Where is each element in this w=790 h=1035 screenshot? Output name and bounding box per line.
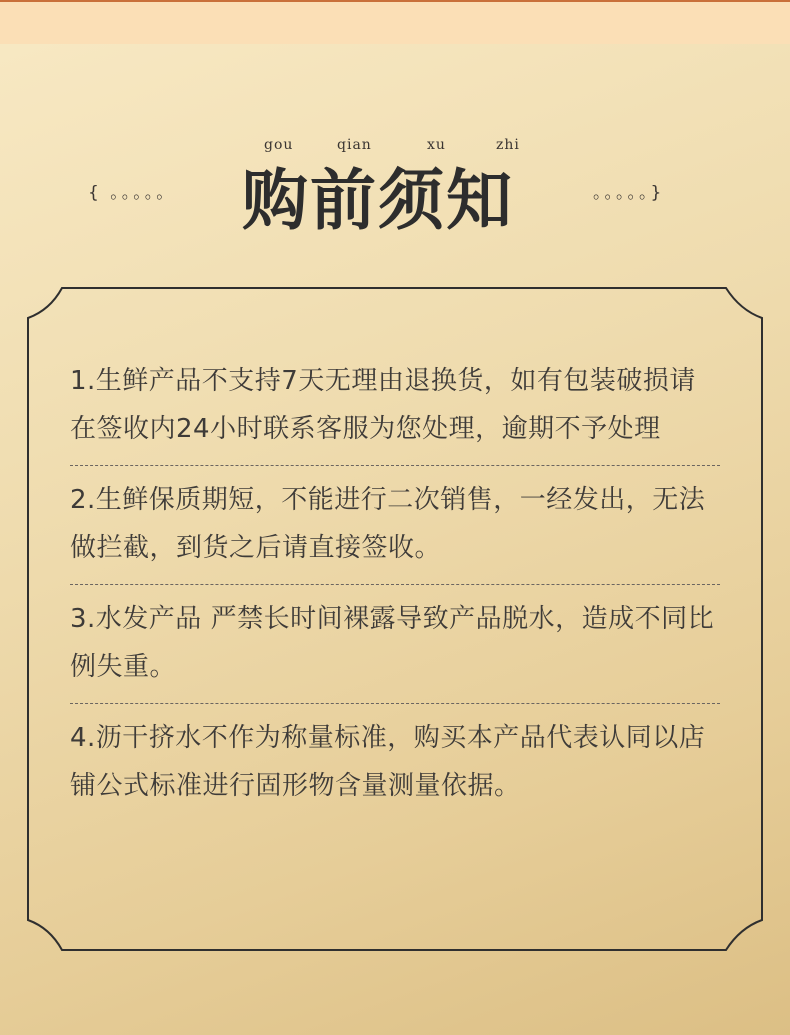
notice-item-2: 2.生鲜保质期短，不能进行二次销售，一经发出，无法做拦截，到货之后请直接签收。 xyxy=(70,485,706,563)
pinyin-qian: qian xyxy=(337,137,372,153)
dashed-divider xyxy=(70,703,720,704)
notice-list xyxy=(70,357,720,810)
pinyin-gou: gou xyxy=(264,137,294,153)
dashed-divider xyxy=(70,465,720,466)
title-decoration-right: 。。。。。} xyxy=(593,183,665,203)
notice-item-1: 1.生鲜产品不支持7天无理由退换货，如有包装破损请在签收内24小时联系客服为您处理，逾期不予处理 xyxy=(70,366,696,444)
page-title: 购前须知 xyxy=(242,161,514,239)
notice-item-3: 3.水发产品 严禁长时间裸露导致产品脱水，造成不同比例失重。 xyxy=(70,604,715,682)
pinyin-xu: xu xyxy=(427,137,446,153)
pinyin-zhi: zhi xyxy=(496,137,520,153)
notice-item-4: 4.沥干挤水不作为称量标准，购买本产品代表认同以店铺公式标准进行固形物含量测量依据。 xyxy=(70,723,706,801)
title-decoration-left: { 。。。。。 xyxy=(88,183,177,203)
dashed-divider xyxy=(70,584,720,585)
